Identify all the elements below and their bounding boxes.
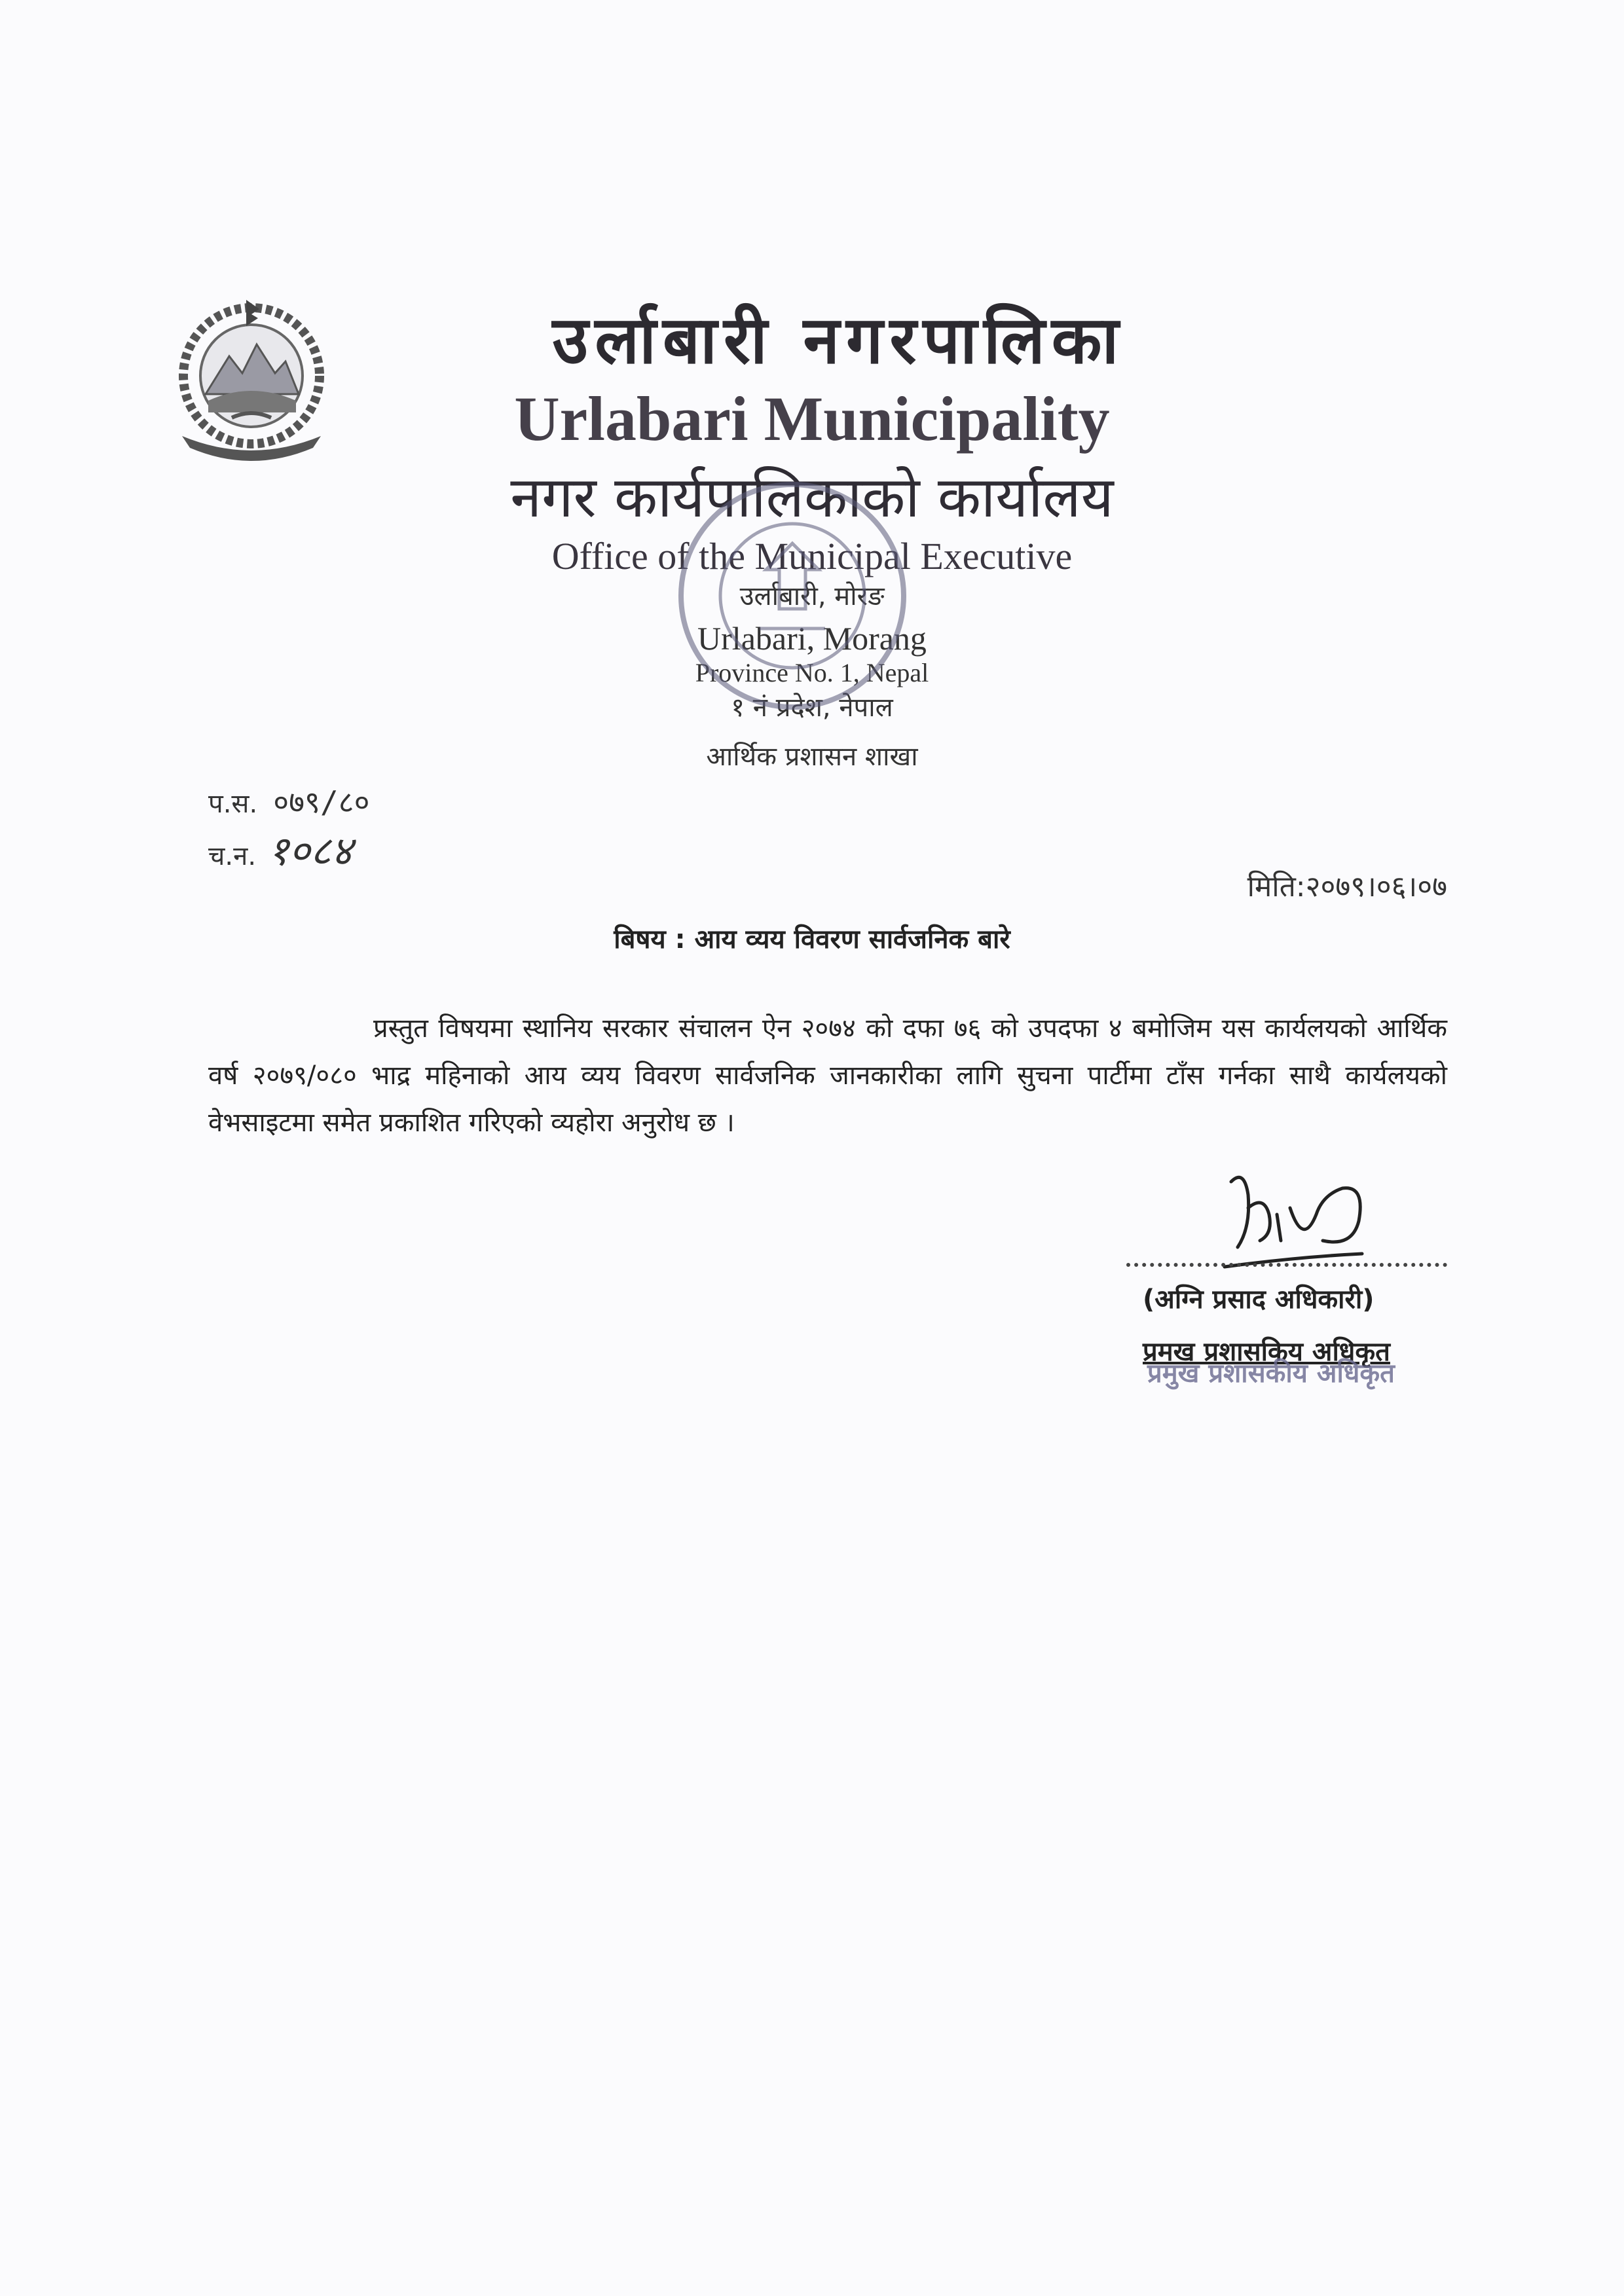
signatory-title: प्रमख प्रशासकिय अधिकृत <box>1143 1337 1390 1367</box>
municipality-title-nepali: उर्लाबारी नगरपालिका <box>552 302 1126 378</box>
signatory-title-stamp: प्रमुख प्रशासकीय अधिकृत <box>1147 1358 1395 1389</box>
reference-cn <box>208 827 352 876</box>
cn-label: च.न. <box>208 841 257 871</box>
address-nepali: उर्लाबारी, मोरङ <box>739 581 885 611</box>
office-title-nepali: नगर कार्यपालिकाको कार्यालय <box>510 465 1114 530</box>
ps-label: प.स. <box>208 789 258 819</box>
letter-subject: बिषय : आय व्यय विवरण सार्वजनिक बारे <box>614 924 1010 955</box>
round-office-stamp-icon <box>668 471 917 720</box>
cn-value: १०८४ <box>268 827 352 875</box>
signatory-name: (अग्नि प्रसाद अधिकारी) <box>1143 1285 1375 1315</box>
reference-ps <box>208 782 370 824</box>
office-title-english: Office of the Municipal Executive <box>551 535 1073 577</box>
municipality-title-english: Urlabari Municipality <box>514 384 1110 454</box>
branch-name: आर्थिक प्रशासन शाखा <box>706 742 918 772</box>
province-english: Province No. 1, Nepal <box>695 658 929 687</box>
province-nepali: १ नं प्रदेश, नेपाल <box>731 693 893 723</box>
letter-body: प्रस्तुत विषयमा स्थानिय सरकार संचालन ऐन २०७४ को दफा ७६ को उपदफा ४ बमोजिम यस कार्यलयको आर्थिक वर्ष २०७९/०८० भाद्र महिनाको आय व्यय विवरण सार्वजनिक जानकारीका लागि सुचना पार्टीमा टाँस गर्नका साथै कार्यलयको वेभसाइटमा समेत प्रकाशित गरिएको व्यहोरा अनुरोध छ । <box>208 1013 1447 1138</box>
address-english: Urlabari, Morang <box>697 620 927 657</box>
ps-value: ०७९/८० <box>273 784 370 820</box>
signature-line <box>1126 1247 1447 1267</box>
letter-date: मिति:२०७९।०६।०७ <box>1247 870 1447 903</box>
